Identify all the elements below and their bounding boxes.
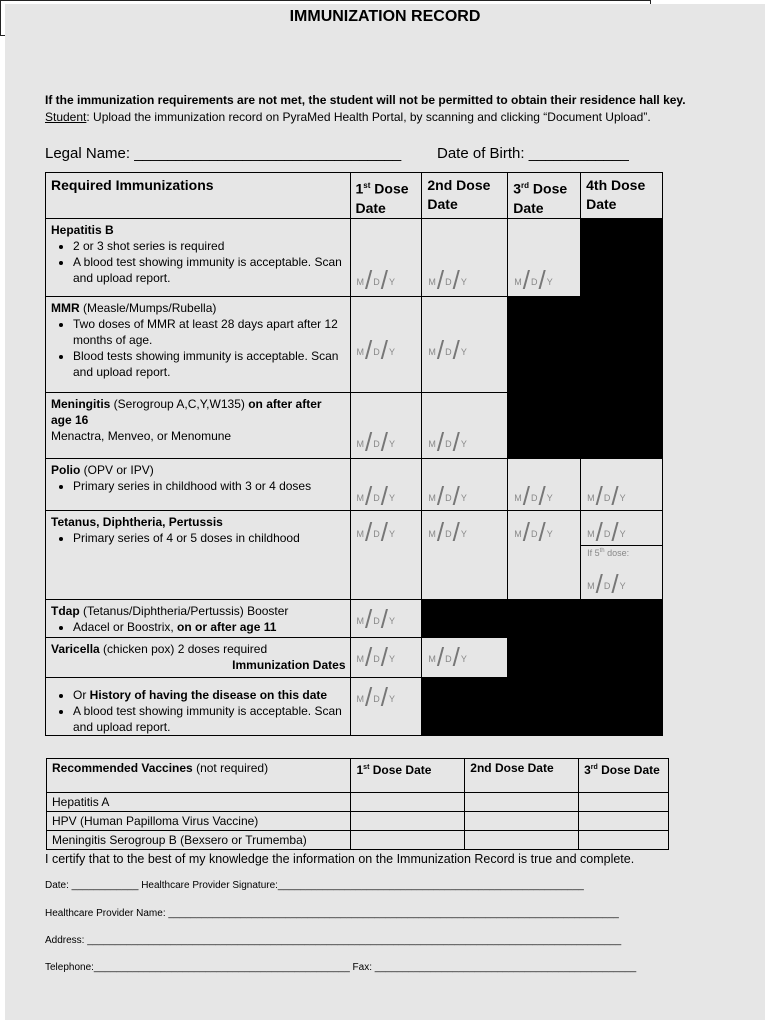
date-slot[interactable] xyxy=(579,793,669,812)
tetanus-cell xyxy=(46,510,351,599)
title-box xyxy=(0,0,651,36)
date-slot[interactable]: M/D/Y xyxy=(422,637,508,677)
blocked-cell xyxy=(422,599,508,637)
list-item: • 2 or 3 shot series is required xyxy=(73,238,346,254)
blocked-cell xyxy=(508,599,581,637)
recommended-header-row xyxy=(47,759,669,793)
date-slot[interactable]: M/D/Y xyxy=(350,296,422,392)
header-dose1: 1st Dose Date xyxy=(350,173,422,219)
telephone-line[interactable]: Telephone:______________________________________________ xyxy=(45,962,350,973)
header-dose3: 3rd Dose Date xyxy=(508,173,581,219)
date-slot[interactable] xyxy=(579,812,669,831)
provider-name-line[interactable]: Healthcare Provider Name: _________________________________________________________________________________ xyxy=(45,908,619,919)
blocked-cell xyxy=(508,296,581,392)
tdap-cell: Tdap (Tetanus/Diphtheria/Pertussis) Booster • Adacel or Boostrix, on or after age 11 xyxy=(46,599,351,637)
blocked-cell xyxy=(508,637,581,677)
recommended-vaccine-name: Meningitis Serogroup B (Bexsero or Trumemba) xyxy=(47,831,351,850)
date-slot[interactable]: M/D/Y xyxy=(350,599,422,637)
list-item: • Primary series of 4 or 5 doses in childhood xyxy=(73,530,346,546)
dob-field[interactable]: Date of Birth: ____________ xyxy=(437,145,629,162)
date-slot[interactable]: M/D/Y xyxy=(508,510,581,599)
date-slot[interactable]: M/D/Y xyxy=(581,458,663,510)
date-slot[interactable] xyxy=(579,831,669,850)
header-required: Required Immunizations xyxy=(46,173,351,219)
legal-name-field[interactable]: Legal Name: ________________________________ xyxy=(45,145,402,162)
blocked-cell xyxy=(581,296,663,392)
date-slot[interactable]: M/D/Y xyxy=(508,458,581,510)
hepatitis-b-name: Hepatitis B xyxy=(51,222,114,237)
date-signature-line[interactable]: Date: ____________ Healthcare Provider Signature:_______________________________________________________ xyxy=(45,880,584,891)
varicella-dates-label: Immunization Dates xyxy=(232,657,346,672)
blocked-cell xyxy=(581,218,663,296)
recommended-table xyxy=(46,758,669,850)
row-varicella-history xyxy=(46,677,663,735)
meningitis-cell: Meningitis (Serogroup A,C,Y,W135) on after after age 16 Menactra, Menveo, or Menomune xyxy=(46,392,351,458)
student-label: Student xyxy=(45,110,87,124)
varicella-history-cell: • Or History of having the disease on this date • A blood test showing immunity is acceptable. Scan and upload report. xyxy=(46,677,351,735)
hepatitis-b-cell xyxy=(46,218,351,296)
list-item: • A blood test showing immunity is acceptable. Scan and upload report. xyxy=(73,254,346,286)
list-item: • Blood tests showing immunity is acceptable. Scan and upload report. xyxy=(73,348,346,380)
list-item: • Primary series in childhood with 3 or 4 doses xyxy=(73,478,346,494)
address-line[interactable]: Address: ________________________________________________________________________________________________ xyxy=(45,935,622,946)
table-header-row xyxy=(46,173,663,219)
recommended-header-dose3: 3rd Dose Date xyxy=(579,759,669,793)
blocked-cell xyxy=(581,637,663,677)
row-tetanus xyxy=(46,510,663,599)
polio-cell: Polio (OPV or IPV) • Primary series in childhood with 3 or 4 doses xyxy=(46,458,351,510)
date-slot[interactable]: M/D/Y xyxy=(350,677,422,735)
fifth-dose-note: If 5th dose: xyxy=(587,547,630,558)
recommended-vaccine-name: Hepatitis A xyxy=(47,793,351,812)
list-item: • A blood test showing immunity is acceptable. Scan and upload report. xyxy=(73,703,346,735)
date-slot[interactable] xyxy=(351,793,465,812)
list-item: • Two doses of MMR at least 28 days apart after 12 months of age. xyxy=(73,316,346,348)
blocked-cell xyxy=(508,392,581,458)
mmr-cell: MMR (Measle/Mumps/Rubella) • Two doses of MMR at least 28 days apart after 12 months of age. • Blood tests showing immunity is acceptable. Scan and upload report. xyxy=(46,296,351,392)
date-slot[interactable]: M/D/Y xyxy=(350,637,422,677)
table-row xyxy=(47,812,669,831)
varicella-cell: Varicella (chicken pox) 2 doses required Immunization Dates xyxy=(46,637,351,677)
date-slot[interactable]: M/D/Y xyxy=(422,510,508,599)
row-polio xyxy=(46,458,663,510)
recommended-header-dose1: 1st Dose Date xyxy=(351,759,465,793)
date-slot[interactable] xyxy=(351,831,465,850)
certification-statement: I certify that to the best of my knowledge the information on the Immunization Record is true and complete. xyxy=(45,852,635,866)
date-slot[interactable]: M/D/Y xyxy=(422,458,508,510)
header-dose2: 2nd Dose Date xyxy=(422,173,508,219)
page-title: IMMUNIZATION RECORD xyxy=(5,4,765,1020)
date-slot[interactable] xyxy=(465,812,579,831)
blocked-cell xyxy=(508,677,581,735)
tetanus-name: Tetanus, Diphtheria, Pertussis xyxy=(51,514,223,529)
date-slot[interactable] xyxy=(351,812,465,831)
fax-line[interactable]: Fax: _______________________________________________ xyxy=(349,962,637,973)
table-row xyxy=(47,793,669,812)
recommended-header-name: Recommended Vaccines (not required) xyxy=(47,759,351,793)
date-slot[interactable]: M/D/Y xyxy=(350,510,422,599)
row-tdap xyxy=(46,599,663,637)
row-varicella xyxy=(46,637,663,677)
row-mmr xyxy=(46,296,663,392)
header-dose4: 4th Dose Date xyxy=(581,173,663,219)
date-slot[interactable]: M/D/Y xyxy=(350,458,422,510)
date-slot[interactable]: M/D/Y xyxy=(350,392,422,458)
date-slot[interactable] xyxy=(465,793,579,812)
meningitis-brands: Menactra, Menveo, or Menomune xyxy=(51,428,232,443)
required-table xyxy=(45,172,663,736)
date-slot[interactable]: M/D/Y xyxy=(422,392,508,458)
table-row xyxy=(47,831,669,850)
blocked-cell xyxy=(581,392,663,458)
recommended-vaccine-name: HPV (Human Papilloma Virus Vaccine) xyxy=(47,812,351,831)
telephone-fax-line[interactable] xyxy=(45,962,636,973)
row-hepatitis-b xyxy=(46,218,663,296)
notice-warning: If the immunization requirements are not met, the student will not be permitted to obtain their residence hall key. xyxy=(45,93,686,107)
date-slot[interactable]: M/D/Y xyxy=(422,296,508,392)
blocked-cell xyxy=(581,677,663,735)
date-slot[interactable]: M/D/Y xyxy=(508,218,581,296)
date-slot[interactable]: M/D/Y xyxy=(350,218,422,296)
date-slot[interactable] xyxy=(465,831,579,850)
recommended-header-dose2: 2nd Dose Date xyxy=(465,759,579,793)
blocked-cell xyxy=(422,677,508,735)
date-slot-fourth-fifth[interactable]: M/D/Y If 5th dose: M/D/Y xyxy=(581,510,663,599)
student-text: : Upload the immunization record on PyraMed Health Portal, by scanning and clicking “Document Upload”. xyxy=(86,110,651,124)
row-meningitis xyxy=(46,392,663,458)
student-instructions xyxy=(45,110,651,124)
blocked-cell xyxy=(581,599,663,637)
date-slot[interactable]: M/D/Y xyxy=(422,218,508,296)
